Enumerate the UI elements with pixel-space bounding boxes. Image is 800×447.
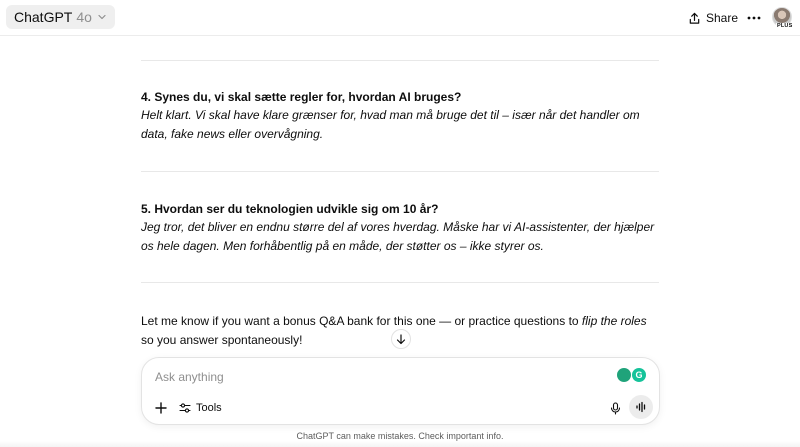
- question-5: 5. Hvordan ser du teknologien udvikle sig om 10 år?: [141, 202, 439, 216]
- closing-text-start: Let me know if you want a bonus Q&A bank for this one — or practice questions to: [141, 314, 582, 328]
- question-4: 4. Synes du, vi skal sætte regler for, hvordan AI bruges?: [141, 90, 462, 104]
- closing-emphasis: flip the roles: [581, 314, 647, 328]
- sliders-icon: [179, 402, 191, 414]
- plus-icon: [155, 402, 167, 414]
- extension-icons: [617, 368, 646, 382]
- closing-text-end: so you answer spontaneously!: [141, 333, 303, 347]
- bottom-fade: [0, 441, 800, 447]
- model-selector-button[interactable]: [6, 5, 115, 29]
- arrow-down-icon: [396, 334, 406, 345]
- ellipsis-icon: [747, 16, 761, 20]
- message-divider: [141, 282, 659, 283]
- disclaimer-text: ChatGPT can make mistakes. Check important info.: [296, 431, 504, 441]
- share-icon: [688, 12, 701, 25]
- tools-button[interactable]: [179, 400, 222, 416]
- model-version: 4o: [76, 9, 92, 25]
- grammarly-icon[interactable]: G: [632, 368, 646, 382]
- answer-4: Helt klart. Vi skal have klare grænser for, hvad man må bruge det til – især når det handler om data, fake news eller overvågning.: [141, 108, 640, 141]
- message-divider: [141, 171, 659, 172]
- model-name: ChatGPT: [14, 9, 73, 25]
- dictate-button[interactable]: [607, 400, 623, 416]
- share-button[interactable]: [688, 8, 738, 28]
- answer-5: Jeg tror, det bliver en endnu større del af vores hverdag. Måske har vi AI-assistenter, der hjælper os hele dagen. Men forhåbentlig på en måde, der støtter os – ikke styrer os.: [141, 220, 655, 253]
- top-bar: [0, 0, 800, 36]
- chevron-down-icon: [97, 12, 107, 22]
- add-attachment-button[interactable]: [153, 400, 169, 416]
- microphone-icon: [610, 402, 621, 415]
- extension-icon[interactable]: [617, 368, 631, 382]
- message-divider: [141, 60, 659, 61]
- prompt-input[interactable]: [155, 368, 595, 386]
- tools-label: Tools: [196, 402, 222, 414]
- voice-waveform-icon: [635, 401, 647, 413]
- share-label: Share: [706, 11, 739, 25]
- message-composer: [141, 357, 660, 425]
- more-options-button[interactable]: [744, 8, 764, 28]
- voice-mode-button[interactable]: [629, 395, 653, 419]
- scroll-to-bottom-button[interactable]: [391, 329, 411, 349]
- plan-badge: PLUS: [777, 23, 793, 29]
